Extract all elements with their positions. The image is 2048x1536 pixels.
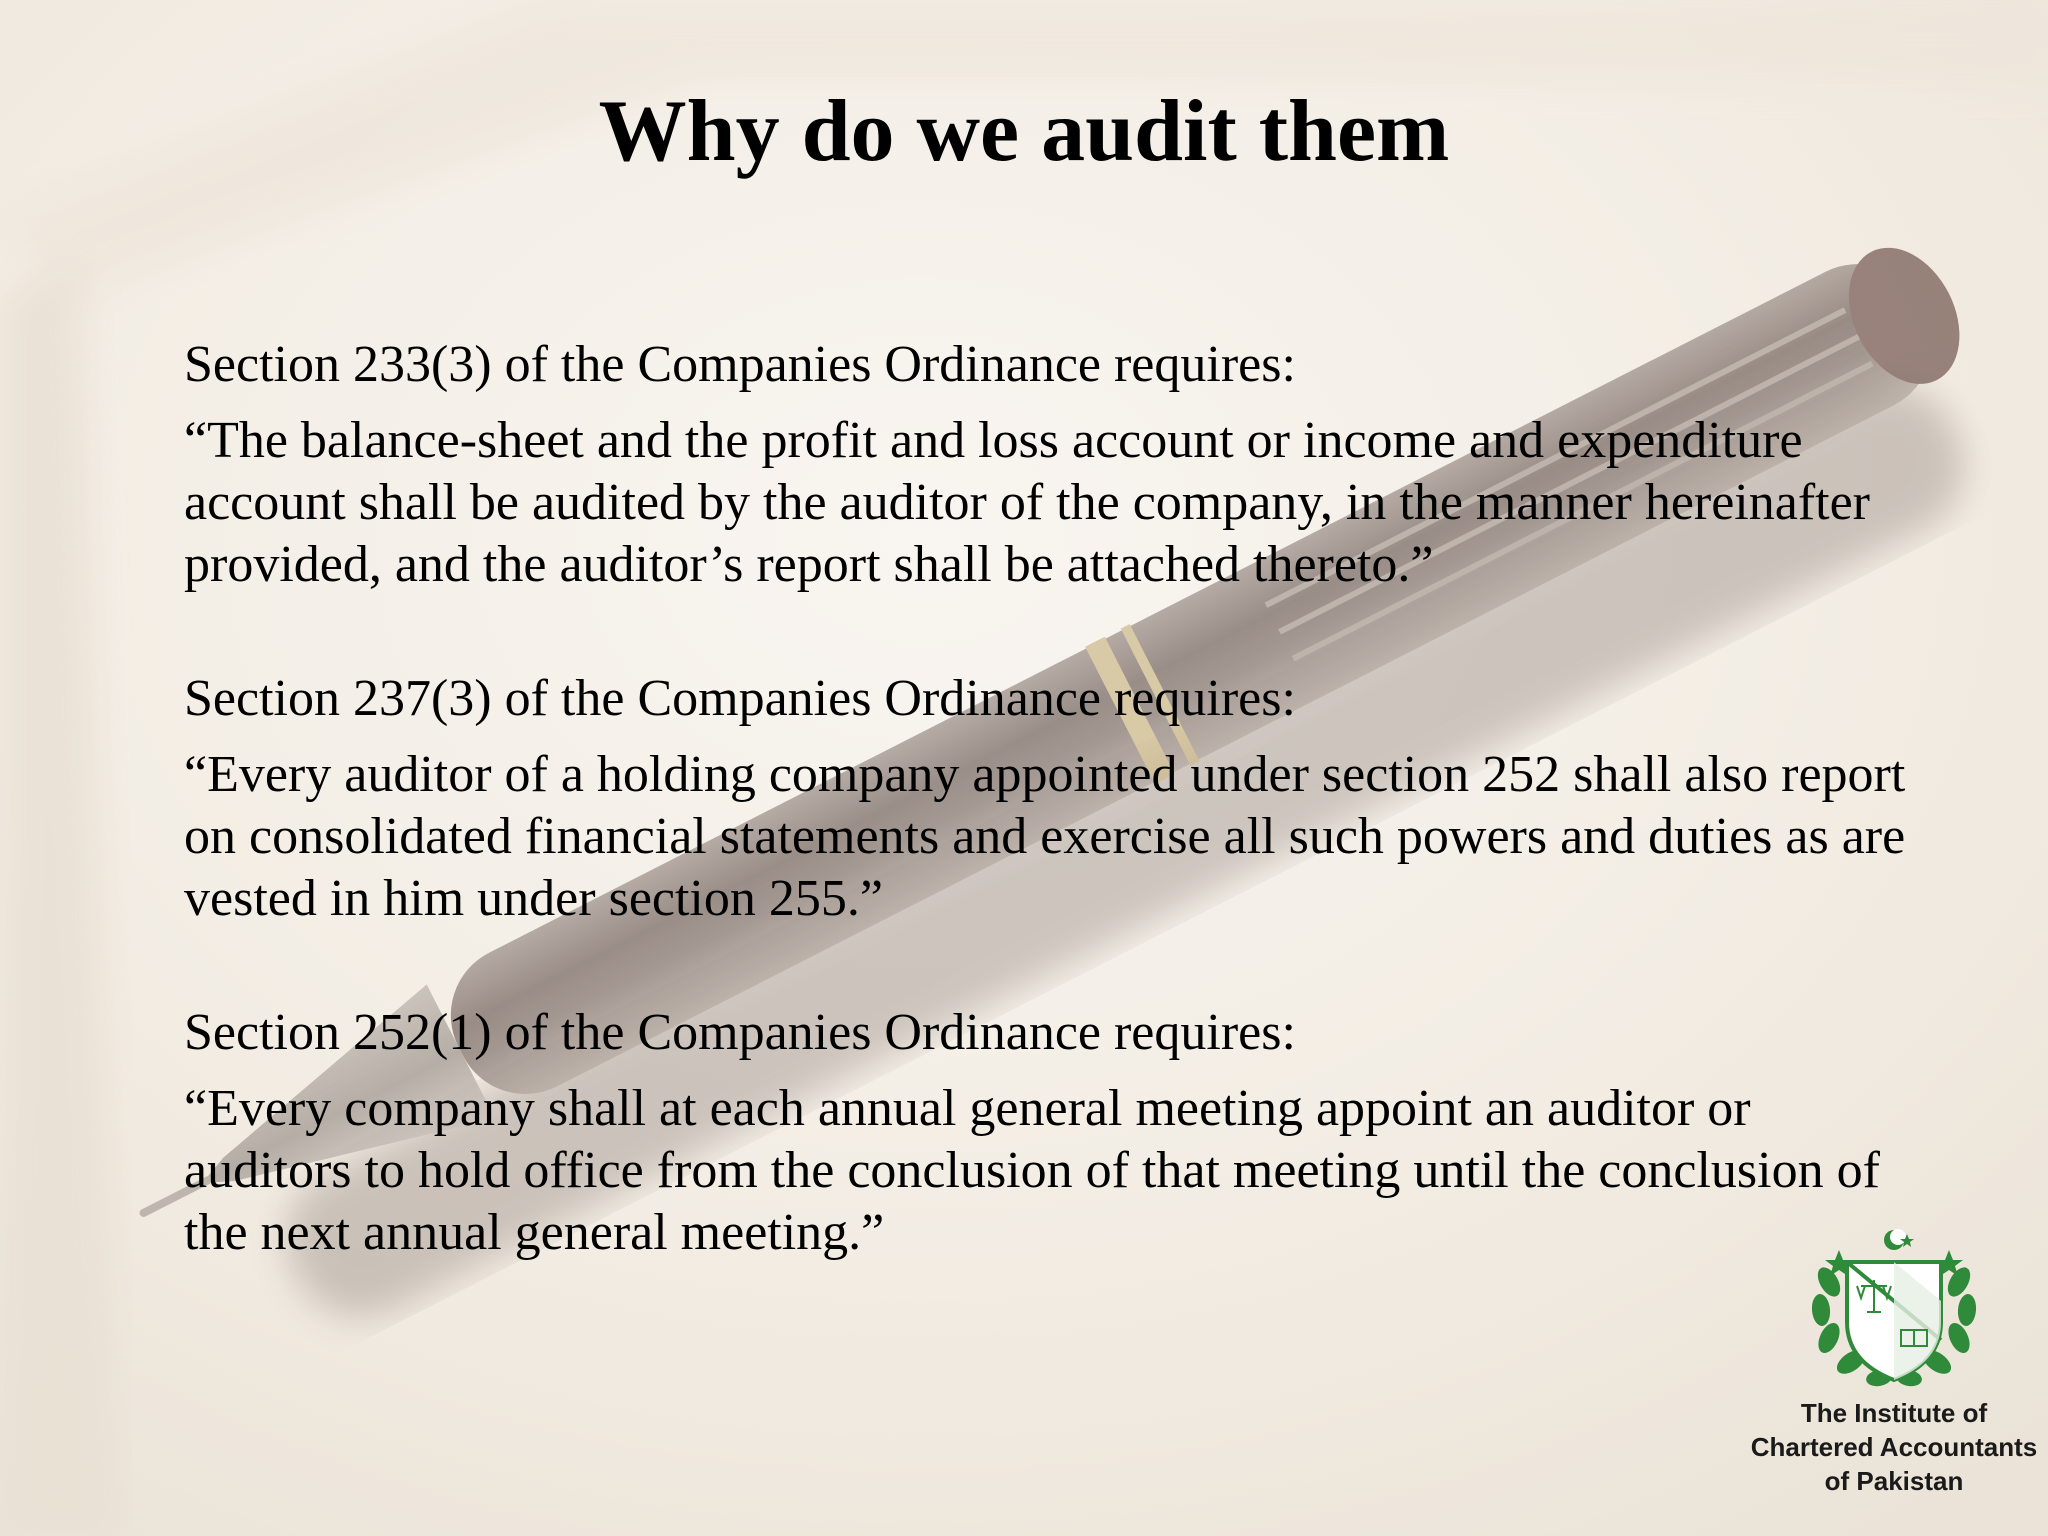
section-heading: Section 237(3) of the Companies Ordinance requires: [184,670,1296,727]
section-233-3 [184,334,1924,596]
section-heading: Section 233(3) of the Companies Ordinance requires: [184,336,1296,393]
section-252-1 [184,1002,1924,1264]
icap-name-line: The Institute of [1800,1398,1988,1428]
icap-logo [1740,1222,2048,1522]
section-237-3 [184,668,1924,930]
slide-title: Why do we audit them [598,83,1450,180]
section-quote: “The balance-sheet and the profit and loss account or income and expenditure account shall be audited by the auditor of the company, in the manner hereinafter provided, and the auditor’s report shall be attached thereto.” [184,412,1870,593]
slide-body [184,334,1924,1336]
icap-emblem-icon [1799,1222,1989,1392]
icap-name [1740,1396,2048,1498]
section-quote: “Every auditor of a holding company appointed under section 252 shall also report on consolidated financial statements and exercise all such powers and duties as are vested in him under section 255.” [184,746,1906,927]
icap-name-line: Chartered Accountants [1750,1432,2038,1462]
section-heading: Section 252(1) of the Companies Ordinance requires: [184,1004,1296,1061]
section-quote: “Every company shall at each annual general meeting appoint an auditor or auditors to hold office from the conclusion of that meeting until the conclusion of the next annual general meeting.” [184,1080,1880,1261]
icap-name-line: of Pakistan [1824,1466,1964,1496]
